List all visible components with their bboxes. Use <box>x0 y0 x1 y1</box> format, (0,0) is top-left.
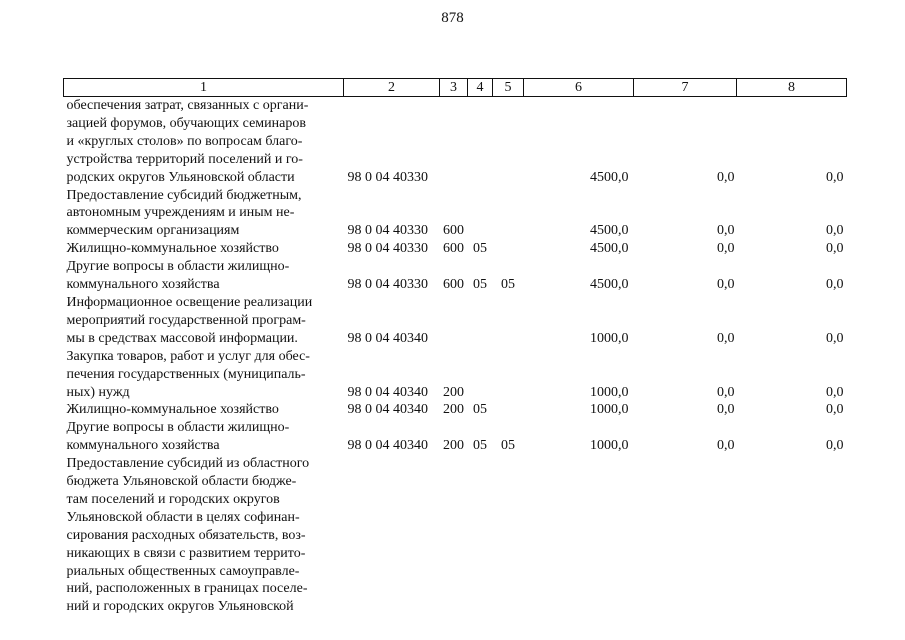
subsection <box>493 187 524 241</box>
amount-col-6: 1000,0 <box>590 402 629 418</box>
budget-code: 98 0 04 40330 <box>347 223 428 239</box>
amount-col-6: 4500,0 <box>590 241 629 257</box>
table-row <box>64 401 847 419</box>
amount-col-7: 0,0 <box>717 384 735 400</box>
table-row <box>64 348 847 402</box>
description-line: мероприятий государственной програм- <box>66 312 306 328</box>
amount-col-6: 1000,0 <box>590 384 629 400</box>
row-description <box>64 187 344 241</box>
table-row <box>64 419 847 455</box>
column-header-7: 7 <box>634 79 737 97</box>
description-line: устройства территорий поселений и го- <box>66 151 303 167</box>
table-row <box>64 187 847 241</box>
description-line: Другие вопросы в области жилищно- <box>66 420 290 436</box>
amount-col-7: 0,0 <box>717 330 735 346</box>
description-line: печения государственных (муниципаль- <box>66 366 306 382</box>
amount-col-6 <box>524 455 634 616</box>
budget-code: 98 0 04 40340 <box>347 384 428 400</box>
description-line: Закупка товаров, работ и услуг для обес- <box>66 348 310 364</box>
description-line: зацией форумов, обучающих семинаров <box>66 115 306 131</box>
budget-code: 98 0 04 40340 <box>347 330 428 346</box>
description-line: автономным учреждениям и иным не- <box>66 205 295 221</box>
table-row <box>64 97 847 187</box>
description-line: коммунального хозяйства <box>66 438 220 454</box>
subsection: 05 <box>501 277 515 293</box>
description-line: никающих в связи с развитием террито- <box>66 545 306 561</box>
description-line: бюджета Ульяновской области бюдже- <box>66 474 297 490</box>
expense-type: 200 <box>443 384 464 400</box>
column-header-5: 5 <box>493 79 524 97</box>
column-header-6: 6 <box>524 79 634 97</box>
description-line: и «круглых столов» по вопросам благо- <box>66 133 303 149</box>
amount-col-6: 4500,0 <box>590 223 629 239</box>
amount-col-6: 1000,0 <box>590 438 629 454</box>
header-row <box>64 79 847 97</box>
budget-code: 98 0 04 40340 <box>347 438 428 454</box>
amount-col-7: 0,0 <box>717 402 735 418</box>
expense-type: 600 <box>443 223 464 239</box>
row-description <box>64 419 344 455</box>
column-header-3: 3 <box>440 79 468 97</box>
amount-col-7: 0,0 <box>717 223 735 239</box>
expense-type: 600 <box>443 277 464 293</box>
budget-code: 98 0 04 40340 <box>347 402 428 418</box>
subsection <box>493 240 524 258</box>
amount-col-6: 4500,0 <box>590 277 629 293</box>
subsection <box>493 97 524 187</box>
section <box>468 455 493 616</box>
expense-type <box>440 455 468 616</box>
amount-col-8: 0,0 <box>826 438 844 454</box>
subsection <box>493 294 524 348</box>
description-line: коммунального хозяйства <box>66 277 220 293</box>
amount-col-8: 0,0 <box>826 223 844 239</box>
section <box>468 294 493 348</box>
row-description <box>64 294 344 348</box>
table-row <box>64 294 847 348</box>
section: 05 <box>473 241 487 257</box>
row-description <box>64 258 344 294</box>
description-line: Ульяновской области в целях софинан- <box>66 509 300 525</box>
section: 05 <box>473 438 487 454</box>
column-header-8: 8 <box>737 79 847 97</box>
column-header-1: 1 <box>64 79 344 97</box>
row-description <box>64 401 344 419</box>
description-line: обеспечения затрат, связанных с органи- <box>66 98 309 113</box>
section: 05 <box>473 402 487 418</box>
amount-col-8: 0,0 <box>826 384 844 400</box>
expense-type <box>440 294 468 348</box>
amount-col-7: 0,0 <box>717 241 735 257</box>
budget-code: 98 0 04 40330 <box>347 169 428 185</box>
amount-col-8: 0,0 <box>826 330 844 346</box>
amount-col-7: 0,0 <box>717 277 735 293</box>
description-line: там поселений и городских округов <box>66 491 280 507</box>
page-number: 878 <box>441 10 464 26</box>
amount-col-8: 0,0 <box>826 241 844 257</box>
description-line: риальных общественных самоуправле- <box>66 563 300 579</box>
section <box>468 187 493 241</box>
expense-type <box>440 97 468 187</box>
amount-col-6: 1000,0 <box>590 330 629 346</box>
description-line: Предоставление субсидий из областного <box>66 456 310 472</box>
table-row <box>64 455 847 616</box>
budget-code: 98 0 04 40330 <box>347 277 428 293</box>
row-description <box>64 97 344 187</box>
description-line: Жилищно-коммунальное хозяйство <box>66 402 279 418</box>
description-line: родских округов Ульяновской области <box>66 169 295 185</box>
expense-type: 200 <box>443 438 464 454</box>
table-row <box>64 258 847 294</box>
expense-type: 200 <box>443 402 464 418</box>
description-line: ных) нужд <box>66 384 130 400</box>
description-line: мы в средствах массовой информации. <box>66 330 298 346</box>
amount-col-8: 0,0 <box>826 169 844 185</box>
amount-col-6: 4500,0 <box>590 169 629 185</box>
description-line: ний и городских округов Ульяновской <box>66 599 294 615</box>
description-line: Информационное освещение реализации <box>66 294 313 310</box>
column-header-2: 2 <box>344 79 440 97</box>
amount-col-7: 0,0 <box>717 169 735 185</box>
subsection: 05 <box>501 438 515 454</box>
subsection <box>493 455 524 616</box>
amount-col-8: 0,0 <box>826 402 844 418</box>
description-line: сирования расходных обязательств, воз- <box>66 527 306 543</box>
description-line: коммерческим организациям <box>66 223 240 239</box>
table-body <box>64 97 847 617</box>
row-description <box>64 455 344 616</box>
description-line: Другие вопросы в области жилищно- <box>66 259 290 275</box>
amount-col-7 <box>634 455 737 616</box>
budget-table <box>63 78 847 616</box>
amount-col-8 <box>737 455 847 616</box>
budget-code <box>344 455 440 616</box>
budget-code: 98 0 04 40330 <box>347 241 428 257</box>
section <box>468 348 493 402</box>
row-description <box>64 240 344 258</box>
amount-col-7: 0,0 <box>717 438 735 454</box>
row-description <box>64 348 344 402</box>
description-line: ний, расположенных в границах поселе- <box>66 581 308 597</box>
amount-col-8: 0,0 <box>826 277 844 293</box>
description-line: Предоставление субсидий бюджетным, <box>66 187 302 203</box>
description-line: Жилищно-коммунальное хозяйство <box>66 241 279 257</box>
subsection <box>493 348 524 402</box>
subsection <box>493 401 524 419</box>
section <box>468 97 493 187</box>
expense-type: 600 <box>443 241 464 257</box>
table-row <box>64 240 847 258</box>
column-header-4: 4 <box>468 79 493 97</box>
section: 05 <box>473 277 487 293</box>
